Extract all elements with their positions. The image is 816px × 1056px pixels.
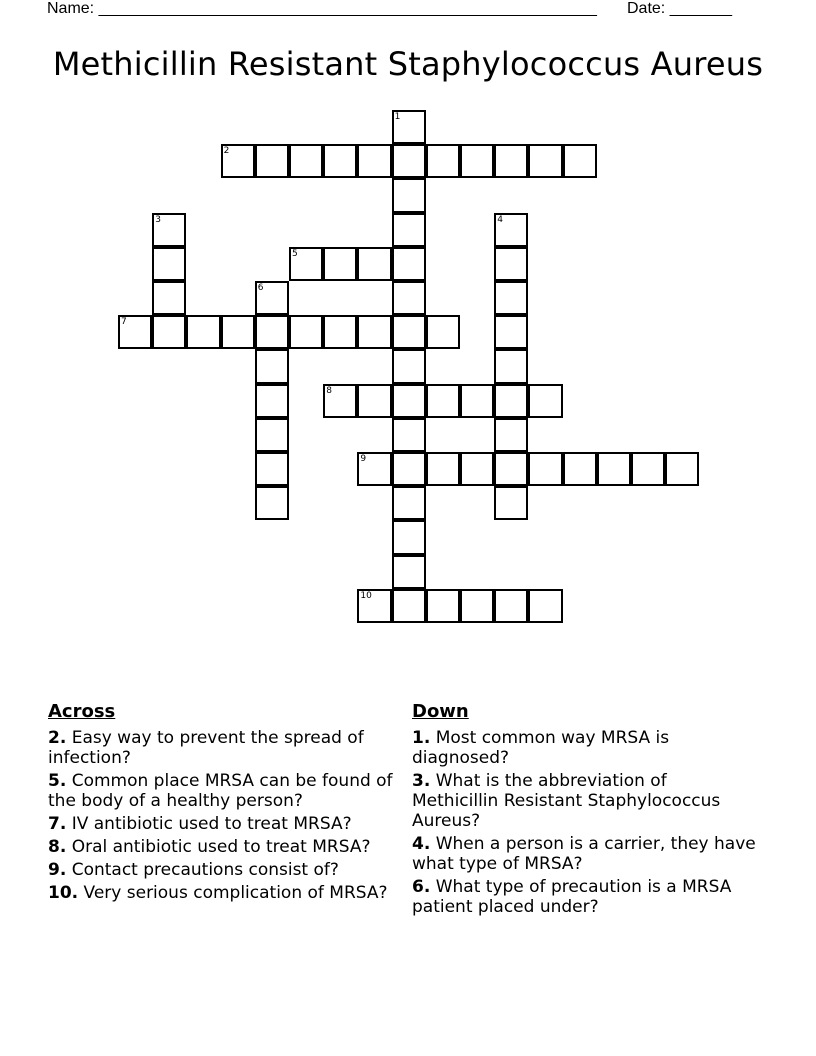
crossword-cell[interactable] [186, 315, 220, 349]
cell-number: 6 [257, 283, 264, 293]
crossword-cell[interactable] [494, 486, 528, 520]
crossword-cell[interactable] [255, 281, 289, 315]
crossword-cell[interactable] [357, 384, 391, 418]
crossword-cell[interactable] [392, 555, 426, 589]
clue-text: Most common way MRSA is diagnosed? [412, 728, 670, 768]
crossword-cell[interactable] [494, 589, 528, 623]
crossword-cell[interactable] [392, 452, 426, 486]
crossword-cell[interactable] [357, 247, 391, 281]
crossword-cell[interactable] [665, 452, 699, 486]
clue-text: Contact precautions consist of? [71, 860, 339, 880]
clue-across-10 [48, 883, 403, 903]
crossword-cell[interactable] [528, 144, 562, 178]
crossword-cell[interactable] [494, 213, 528, 247]
crossword-cell[interactable] [460, 384, 494, 418]
cell-number: 10 [360, 590, 372, 601]
crossword-cell[interactable] [289, 247, 323, 281]
cell-number: 9 [360, 454, 367, 464]
crossword-cell[interactable] [323, 247, 357, 281]
crossword-cell[interactable] [494, 349, 528, 383]
page-title: Methicillin Resistant Staphylococcus Aureus [52, 45, 764, 83]
clue-number: 4. [412, 834, 431, 854]
crossword-cell[interactable] [494, 247, 528, 281]
crossword-cell[interactable] [118, 315, 152, 349]
crossword-cell[interactable] [323, 384, 357, 418]
clue-across-8 [48, 837, 403, 857]
crossword-cell[interactable] [631, 452, 665, 486]
cell-number: 8 [326, 385, 332, 396]
crossword-cell[interactable] [152, 213, 186, 247]
down-clues [412, 700, 757, 920]
clue-number: 3. [412, 771, 431, 791]
crossword-cell[interactable] [494, 315, 528, 349]
crossword-cell[interactable] [392, 486, 426, 520]
crossword-cell[interactable] [460, 589, 494, 623]
crossword-cell[interactable] [392, 315, 426, 349]
crossword-cell[interactable] [528, 384, 562, 418]
clue-down-1 [412, 728, 757, 768]
crossword-cell[interactable] [392, 520, 426, 554]
clue-down-4 [412, 834, 757, 874]
crossword-cell[interactable] [392, 349, 426, 383]
clue-across-9 [48, 860, 403, 880]
clue-across-5 [48, 771, 403, 811]
crossword-cell[interactable] [392, 178, 426, 212]
clue-number: 7. [48, 814, 67, 834]
crossword-cell[interactable] [563, 452, 597, 486]
crossword-cell[interactable] [528, 452, 562, 486]
across-heading: Across [48, 701, 116, 722]
cell-number: 3 [155, 214, 161, 225]
crossword-cell[interactable] [255, 315, 289, 349]
crossword-cell[interactable] [392, 384, 426, 418]
crossword-cell[interactable] [597, 452, 631, 486]
crossword-cell[interactable] [357, 315, 391, 349]
clue-number: 8. [48, 837, 67, 857]
clue-number: 2. [48, 728, 67, 748]
crossword-cell[interactable] [494, 281, 528, 315]
crossword-cell[interactable] [392, 144, 426, 178]
crossword-cell[interactable] [221, 144, 255, 178]
clue-text: What type of precaution is a MRSA patient placed under? [412, 877, 732, 917]
crossword-cell[interactable] [323, 315, 357, 349]
crossword-cell[interactable] [255, 349, 289, 383]
crossword-cell[interactable] [255, 384, 289, 418]
crossword-cell[interactable] [152, 315, 186, 349]
clue-text: IV antibiotic used to treat MRSA? [71, 814, 352, 834]
crossword-cell[interactable] [392, 110, 426, 144]
crossword-cell[interactable] [494, 384, 528, 418]
clue-number: 6. [412, 877, 431, 897]
cell-number: 4 [497, 214, 503, 225]
clue-down-6 [412, 877, 757, 917]
crossword-cell[interactable] [255, 452, 289, 486]
clue-number: 5. [48, 771, 67, 791]
clue-across-7 [48, 814, 403, 834]
crossword-cell[interactable] [255, 144, 289, 178]
clue-text: Very serious complication of MRSA? [83, 883, 388, 903]
crossword-cell[interactable] [494, 452, 528, 486]
clue-text: What is the abbreviation of Methicillin Resistant Staphylococcus Aureus? [412, 771, 721, 831]
crossword-cell[interactable] [357, 144, 391, 178]
clue-number: 10. [48, 883, 79, 903]
crossword-cell[interactable] [460, 144, 494, 178]
crossword-cell[interactable] [357, 452, 391, 486]
clue-text: Easy way to prevent the spread of infection? [48, 728, 364, 768]
name-field-label: Name: ________________________________________________________ [47, 0, 597, 17]
clue-text: Oral antibiotic used to treat MRSA? [71, 837, 371, 857]
crossword-cell[interactable] [255, 418, 289, 452]
date-field-label: Date: _______ [627, 0, 732, 17]
crossword-cell[interactable] [152, 247, 186, 281]
clue-down-3 [412, 771, 757, 831]
crossword-cell[interactable] [392, 247, 426, 281]
crossword-cell[interactable] [494, 418, 528, 452]
crossword-cell[interactable] [255, 486, 289, 520]
crossword-cell[interactable] [426, 589, 460, 623]
clue-number: 1. [412, 728, 431, 748]
cell-number: 7 [121, 317, 127, 328]
crossword-cell[interactable] [289, 315, 323, 349]
crossword-cell[interactable] [289, 144, 323, 178]
across-clues [48, 700, 403, 906]
crossword-cell[interactable] [426, 384, 460, 418]
crossword-cell[interactable] [563, 144, 597, 178]
clue-text: Common place MRSA can be found of the body of a healthy person? [48, 771, 393, 811]
crossword-cell[interactable] [426, 452, 460, 486]
crossword-cell[interactable] [392, 418, 426, 452]
cell-number: 2 [223, 146, 230, 157]
crossword-cell[interactable] [221, 315, 255, 349]
clue-number: 9. [48, 860, 67, 880]
crossword-cell[interactable] [323, 144, 357, 178]
clue-across-2 [48, 728, 403, 768]
crossword-cell[interactable] [392, 213, 426, 247]
crossword-cell[interactable] [528, 589, 562, 623]
cell-number: 1 [394, 112, 401, 122]
crossword-cell[interactable] [392, 589, 426, 623]
crossword-cell[interactable] [426, 144, 460, 178]
cell-number: 5 [292, 248, 298, 259]
crossword-cell[interactable] [152, 281, 186, 315]
crossword-cell[interactable] [392, 281, 426, 315]
clue-text: When a person is a carrier, they have what type of MRSA? [412, 834, 756, 874]
crossword-cell[interactable] [494, 144, 528, 178]
crossword-cell[interactable] [426, 315, 460, 349]
down-heading: Down [412, 701, 469, 722]
crossword-cell[interactable] [357, 589, 391, 623]
crossword-cell[interactable] [460, 452, 494, 486]
